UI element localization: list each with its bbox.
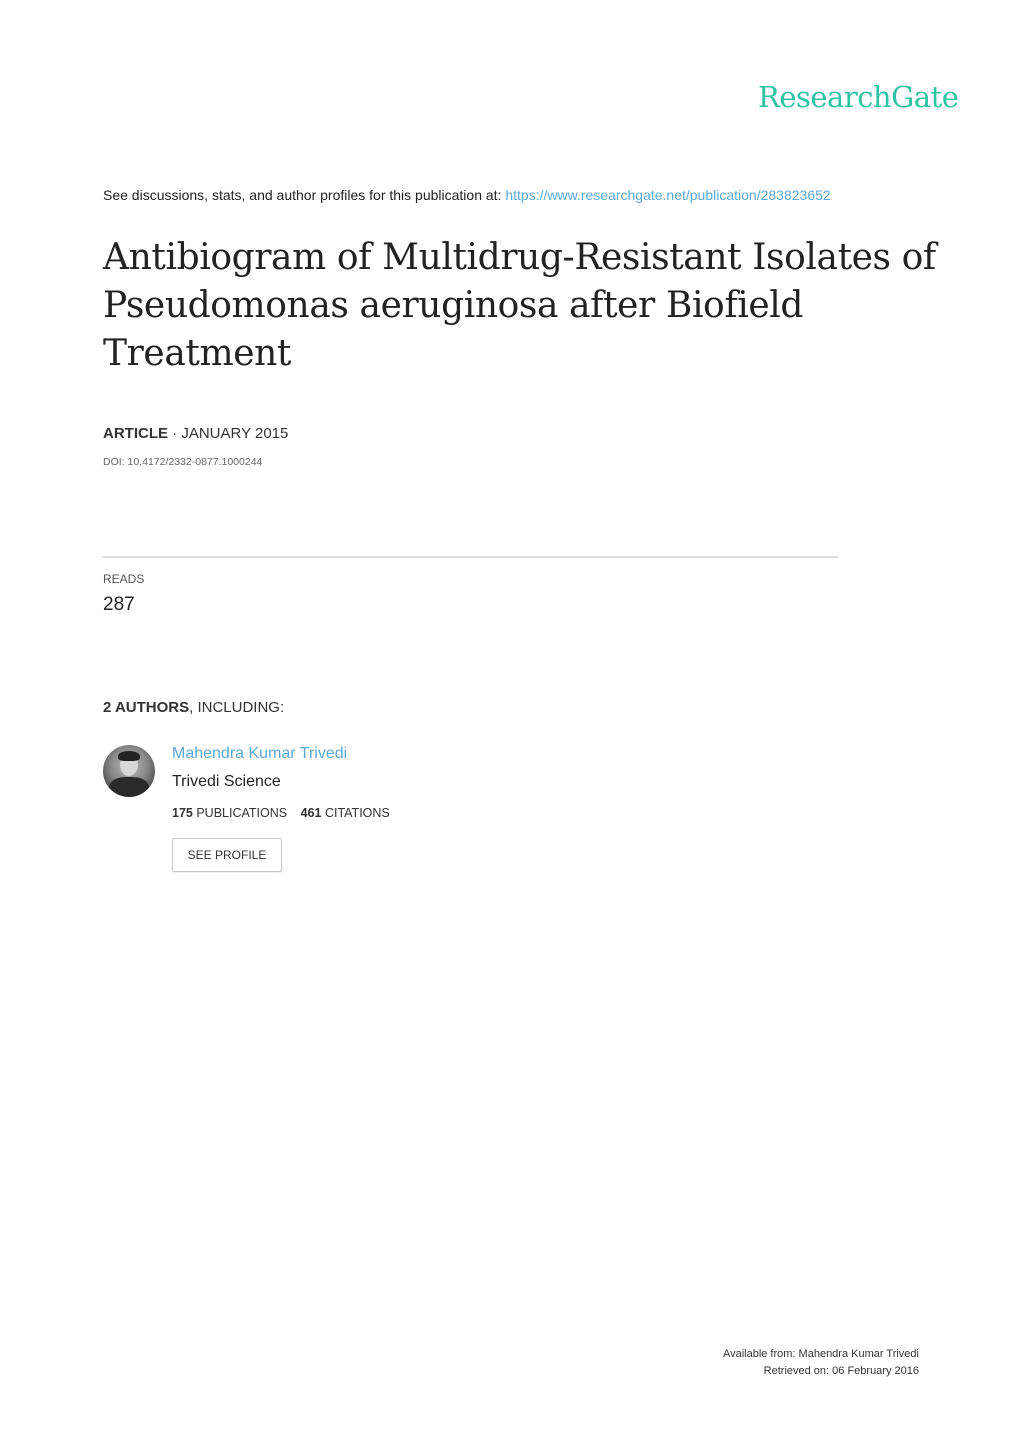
author-name-link[interactable]: Mahendra Kumar Trivedi [172, 745, 348, 762]
citations-label: CITATIONS [324, 806, 390, 820]
reads-label: READS [103, 572, 145, 586]
avatar-body-shape [109, 777, 149, 797]
divider [103, 556, 838, 558]
discussion-text: See discussions, stats, and author profiles for this publication at: [103, 187, 506, 203]
footer [723, 1346, 919, 1380]
reads-count: 287 [103, 594, 135, 615]
publication-link[interactable]: https://www.researchgate.net/publication/283823652 [505, 187, 831, 203]
avatar-hair-shape [118, 751, 140, 761]
authors-header [103, 699, 284, 716]
discussion-notice [103, 187, 831, 203]
publications-label: PUBLICATIONS [196, 806, 288, 820]
available-from: Available from: Mahendra Kumar Trivedi [722, 1348, 919, 1360]
meta-separator: · [168, 425, 182, 442]
researchgate-logo: ResearchGate [758, 80, 959, 114]
article-type: ARTICLE [103, 425, 168, 442]
retrieved-on: Retrieved on: 06 February 2016 [763, 1365, 919, 1377]
authors-including: , INCLUDING: [189, 699, 285, 716]
article-doi: DOI: 10.4172/2332-0877.1000244 [103, 456, 263, 468]
article-date: JANUARY 2015 [181, 425, 289, 442]
see-profile-button[interactable]: SEE PROFILE [172, 838, 282, 872]
citations-count: 461 [300, 806, 322, 820]
article-meta [103, 425, 288, 442]
authors-count: 2 AUTHORS [103, 699, 190, 716]
publications-count: 175 [172, 806, 193, 820]
article-title: Antibiogram of Multidrug-Resistant Isolates of Pseudomonas aeruginosa after Biofield Treatment [103, 237, 936, 374]
avatar[interactable] [103, 745, 155, 797]
author-institution: Trivedi Science [172, 773, 281, 790]
author-stats [172, 806, 390, 820]
